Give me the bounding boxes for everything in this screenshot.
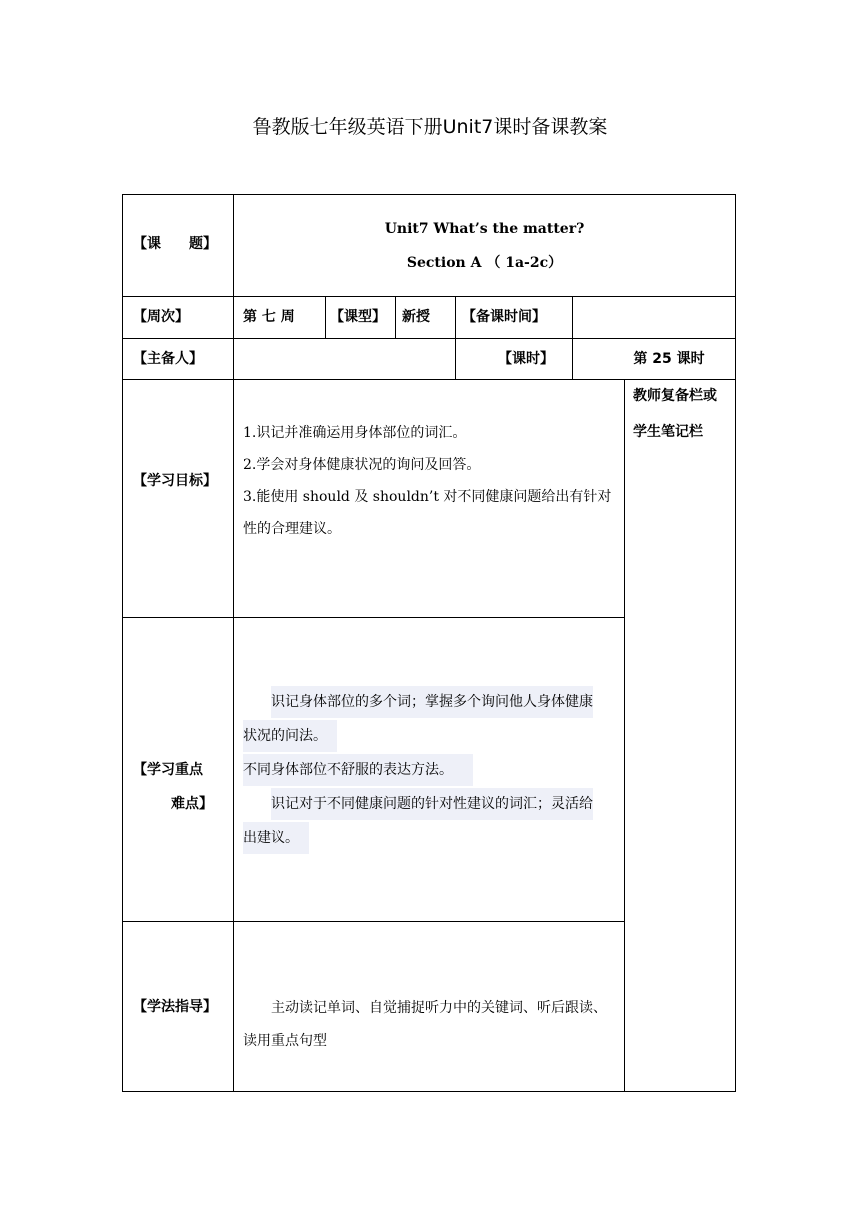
topic-line1: Unit7 What’s the matter?: [384, 221, 585, 237]
keypoint-line: 识记身体部位的多个词；掌握多个询问他人身体健康: [271, 686, 593, 718]
table-rule: [122, 379, 736, 380]
method-line: 主动读记单词、自觉捕捉听力中的关键词、听后跟读、: [271, 1000, 607, 1016]
table-rule: [455, 296, 456, 379]
keypoints-label-line1: 【学习重点: [133, 762, 203, 778]
teacher-notes-label-line1: 教师复备栏或: [633, 388, 717, 404]
objective-item: 2.学会对身体健康状况的询问及回答。: [243, 457, 481, 473]
period-value: 第 25 课时: [633, 351, 705, 367]
keypoints-label-line2: 难点】: [171, 796, 213, 812]
week-label: 【周次】: [133, 309, 189, 325]
table-rule: [325, 296, 326, 338]
week-value: 第 七 周: [243, 309, 295, 325]
keypoint-line: 不同身体部位不舒服的表达方法。: [243, 754, 473, 786]
method-label: 【学法指导】: [133, 999, 217, 1015]
table-rule: [572, 296, 573, 379]
table-border-top: [122, 194, 736, 195]
document-title: 鲁教版七年级英语下册Unit7课时备课教案: [252, 116, 608, 138]
topic-label: 【课 题】: [133, 236, 217, 252]
table-border-right: [735, 194, 736, 1091]
lesson-type-label: 【课型】: [330, 309, 386, 325]
table-rule: [395, 296, 396, 338]
table-rule: [233, 194, 234, 1091]
lesson-type-value: 新授: [402, 309, 430, 325]
keypoint-line: 状况的问法。: [243, 720, 337, 752]
table-border-left: [122, 194, 123, 1091]
method-line: 读用重点句型: [243, 1033, 327, 1049]
period-label: 【课时】: [498, 351, 554, 367]
preparer-label: 【主备人】: [133, 351, 203, 367]
teacher-notes-label-line2: 学生笔记栏: [633, 424, 703, 440]
objectives-label: 【学习目标】: [133, 473, 217, 489]
table-rule: [624, 379, 625, 1091]
objective-item: 3.能使用 should 及 shouldn’t 对不同健康问题给出有针对: [243, 489, 612, 505]
keypoint-line: 识记对于不同健康问题的针对性建议的词汇；灵活给: [271, 788, 593, 820]
table-rule: [122, 296, 736, 297]
table-border-bottom: [122, 1091, 736, 1092]
prep-time-label: 【备课时间】: [462, 309, 546, 325]
objective-item: 性的合理建议。: [243, 521, 341, 537]
keypoint-line: 出建议。: [243, 822, 309, 854]
table-rule: [122, 921, 624, 922]
table-rule: [122, 338, 736, 339]
objective-item: 1.识记并准确运用身体部位的词汇。: [243, 425, 467, 441]
table-rule: [122, 617, 624, 618]
topic-line2: Section A （ 1a-2c）: [406, 255, 563, 271]
